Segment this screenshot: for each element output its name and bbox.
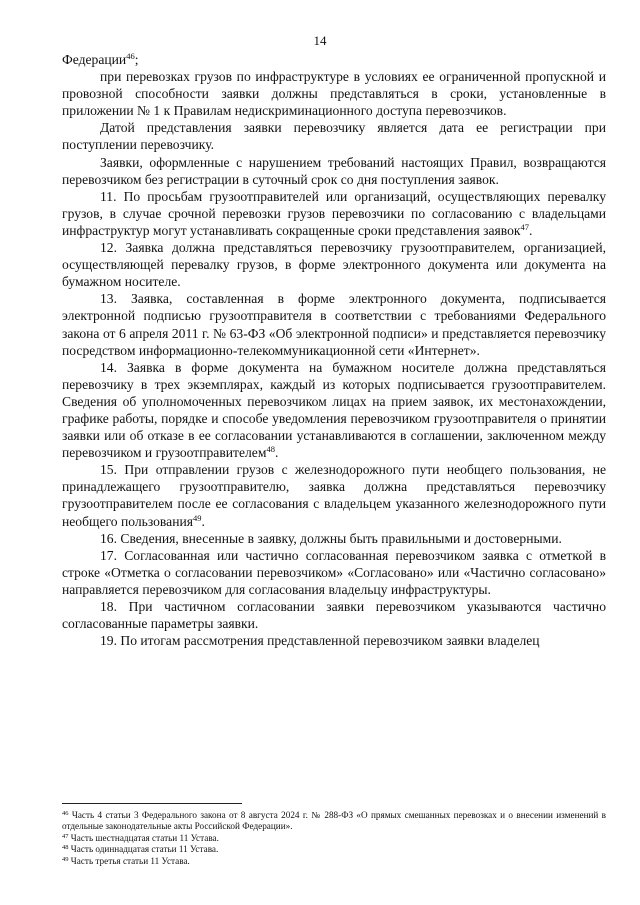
paragraph-item-15 (62, 461, 606, 529)
footnote-text: Часть шестнадцатая статьи 11 Устава. (70, 832, 219, 843)
paragraph-item-13: 13. Заявка, составленная в форме электронного документа, подписывается электронной подписью грузоотправителя в соответствии с требованиями Федерального закона от 6 апреля 2011 г. № 63-ФЗ «Об электронной подписи» и представляется перевозчику посредством информационно-телекоммуникационной сети «Интернет». (62, 291, 606, 358)
footnote-number: 46 (62, 810, 69, 817)
footnote-number: 48 (62, 844, 69, 852)
footnote-text: Часть 4 статьи 3 Федерального закона от 8 августа 2024 г. № 288-ФЗ «О прямых смешанных перевозках и о внесении изменений в отдельные законодательные акты Российской Федерации». (62, 810, 606, 832)
footnote-text: Часть одиннадцатая статьи 11 Устава. (70, 844, 219, 855)
paragraph-tail: . (529, 222, 533, 238)
paragraph-item-16: 16. Сведения, внесенные в заявку, должны быть правильными и достоверными. (100, 530, 562, 546)
paragraph-text: Федерации (62, 52, 127, 67)
paragraph: Заявки, оформленные с нарушением требований настоящих Правил, возвращаются перевозчиком без регистрации в суточный срок со дня поступления заявок. (62, 154, 606, 187)
paragraph-text: 15. При отправлении грузов с железнодорожного пути необщего пользования, не принадлежащего грузоотправителю, заявка должна представляться перевозчику грузоотправителем после ее согласования с владельцем указанного железнодорожного пути необщего пользования (62, 462, 606, 529)
paragraph-tail: ; (134, 52, 139, 67)
footnote-ref: 48 (266, 444, 275, 455)
footnote-ref: 49 (193, 512, 202, 523)
footnote-ref: 46 (126, 51, 135, 61)
paragraph: Датой представления заявки перевозчику является дата ее регистрации при поступлении перевозчику. (62, 120, 606, 153)
footnote (62, 856, 606, 867)
paragraph-text: 11. По просьбам грузоотправителей или организаций, осуществляющих перевалку грузов, в случае срочной перевозки грузов перевозчики по согласованию с владельцами инфраструктур могут устанавливать сокращенные сроки представления заявок (62, 188, 606, 238)
paragraph: при перевозках грузов по инфраструктуре в условиях ее ограниченной пропускной и провозной способности заявки должны представляться в сроки, установленные в приложении № 1 к Правилам недискриминационного доступа перевозчиков. (62, 69, 606, 119)
footnote-number: 47 (62, 832, 69, 840)
footnote (62, 833, 606, 844)
footnote (62, 844, 606, 855)
footnote-divider (62, 803, 242, 804)
paragraph-item-14 (62, 359, 606, 462)
footnote (62, 810, 606, 833)
paragraph-tail: . (274, 445, 279, 461)
footnote-text: Часть третья статьи 11 Устава. (70, 855, 190, 866)
paragraph-item-17: 17. Согласованная или частично согласованная перевозчиком заявка с отметкой в строке «Отметка о согласовании перевозчиком» «Согласовано» или «Частично согласовано» направляется перевозчиком для согласования владельцу инфраструктуры. (62, 547, 606, 597)
footnote-ref: 47 (520, 221, 530, 232)
footnote-number: 49 (62, 855, 69, 863)
paragraph-continuation (62, 51, 606, 68)
paragraph-item-12: 12. Заявка должна представляться перевозчику грузоотправителем, организацией, осуществляющей перевалку грузов, в форме электронного документа или документа на бумажном носителе. (62, 240, 606, 290)
footnotes (62, 810, 606, 867)
body-text (62, 51, 606, 649)
paragraph-item-18: 18. При частичном согласовании заявки перевозчиком указываются частично согласованные параметры заявки. (62, 599, 606, 632)
page-number: 14 (313, 33, 327, 48)
paragraph-text: 14. Заявка в форме документа на бумажном носителе должна представляться перевозчику в трех экземплярах, каждый из которых подписывается грузоотправителем. Сведения об уполномоченных перевозчиком лицах на прием заявок, их местонахождении, графике работы, порядке и способе уведомления перевозчиком грузоотправителя о принятии заявки или об отказе в ее согласовании устанавливаются в соглашении, заключенном между перевозчиком и грузоотправителем (62, 359, 606, 461)
paragraph-item-19: 19. По итогам рассмотрения представленной перевозчиком заявки владелец (100, 633, 540, 649)
paragraph-item-11 (62, 188, 606, 239)
paragraph-tail: . (201, 513, 205, 529)
